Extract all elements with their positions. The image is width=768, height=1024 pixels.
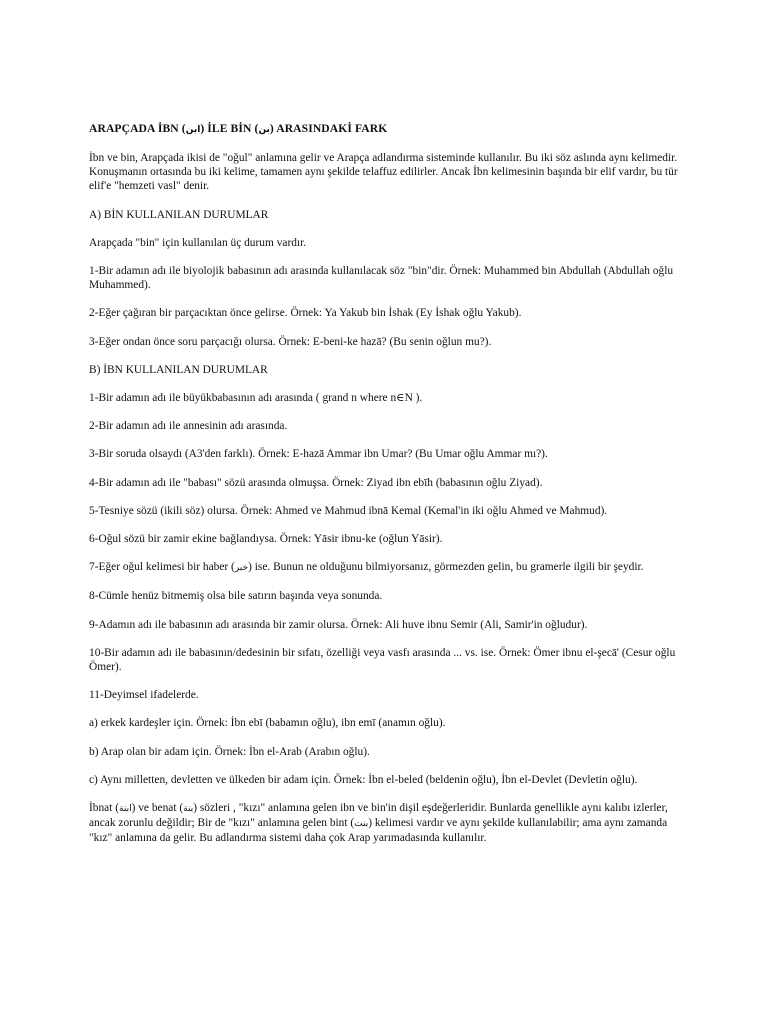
list-item: c) Aynı milletten, devletten ve ülkeden bir adam için. Örnek: İbn el-beled (beldenin oğlu), İbn el-Devlet (Devletin oğlu). — [89, 773, 638, 786]
closing-text: ) kelimesi vardır ve aynı şekilde kullanılabilir; ama aynı zamanda "kız" anlamına da gelir. Bu adlandırma sistemi daha çok Arap yarımadasında kullanılır. — [89, 817, 668, 845]
list-item: 1-Bir adamın adı ile biyolojik babasının adı arasında kullanılacak söz "bin"dir. Örnek: Muhammed bin Abdullah (Abdullah oğlu Muhammed). — [89, 265, 674, 292]
list-item: 9-Adamın adı ile babasının adı arasında bir zamir olursa. Örnek: Ali huve ibnu Semir (Ali, Samir'in oğludur). — [89, 618, 588, 631]
title-text: ) ARASINDAKİ FARK — [269, 122, 388, 135]
list-item: b) Arap olan bir adam için. Örnek: İbn el-Arab (Arabın oğlu). — [89, 745, 370, 758]
closing-text: ) ve benat ( — [131, 802, 184, 815]
list-item: 11-Deyimsel ifadelerde. — [89, 689, 199, 702]
list-item: 2-Bir adamın adı ile annesinin adı arasında. — [89, 420, 288, 433]
list-item: 3-Bir soruda olsaydı (A3'den farklı). Örnek: E-hazā Ammar ibn Umar? (Bu Umar oğlu Ammar mı?). — [89, 448, 548, 461]
list-item: 4-Bir adamın adı ile "babası" sözü arasında olmuşsa. Örnek: Ziyad ibn ebīh (babasının oğlu Ziyad). — [89, 476, 543, 489]
closing-paragraph — [89, 801, 681, 846]
page-title — [89, 122, 681, 137]
list-item — [89, 560, 681, 575]
list-item: 2-Eğer çağıran bir parçacıktan önce gelirse. Örnek: Ya Yakub bin İshak (Ey İshak oğlu Yakub). — [89, 307, 522, 320]
title-text: ) İLE BİN ( — [200, 122, 259, 135]
list-item: a) erkek kardeşler için. Örnek: İbn ebī (babamın oğlu), ibn emī (anamın oğlu). — [89, 717, 446, 730]
list-item: 3-Eğer ondan önce soru parçacığı olursa. Örnek: E-beni-ke hazā? (Bu senin oğlun mu?). — [89, 335, 492, 348]
list-item: 10-Bir adamın adı ile babasının/dedesinin bir sıfatı, özelliği veya vasfı arasında ... vs. ise. Örnek: Ömer ibnu el-şecā' (Cesur oğlu Ömer). — [89, 646, 676, 674]
arabic-benat: بنة — [183, 804, 194, 815]
list-item: 1-Bir adamın adı ile büyükbabasının adı arasında ( grand n where n∈N ). — [89, 392, 423, 405]
arabic-ibn: ابن — [185, 125, 201, 135]
list-item: 6-Oğul sözü bir zamir ekine bağlandıysa. Örnek: Yāsir ibnu-ke (oğlun Yāsir). — [89, 533, 443, 546]
item-text: ) ise. Bunun ne olduğunu bilmiyorsanız, görmezden gelin, bu gramerle ilgili bir şeydir. — [248, 561, 644, 574]
intro-paragraph: İbn ve bin, Arapçada ikisi de "oğul" anlamına gelir ve Arapça adlandırma sisteminde kullanılır. Bu iki söz aslında aynı kelimedir. Konuşmanın ortasında bu iki kelime, tamamen aynı şekilde telaffuz edilirler. Ancak İbn kelimesinin başında bir elif vardır, bu tür elif'e "hemzeti vasl" denir. — [89, 152, 678, 193]
document-body — [89, 122, 681, 860]
arabic-haber: خبر — [234, 563, 249, 574]
arabic-bin: بن — [258, 125, 270, 135]
section-b-heading: B) İBN KULLANILAN DURUMLAR — [89, 363, 268, 376]
list-item: 5-Tesniye sözü (ikili söz) olursa. Örnek: Ahmed ve Mahmud ibnā Kemal (Kemal'in iki oğlu Ahmed ve Mahmud). — [89, 504, 608, 517]
closing-text: ) sözleri , "kızı" anlamına gelen ibn ve bin'in dişil eşdeğerleridir. Bunlarda genellikle aynı kalıbı izlerler, ancak zorunlu değildir; Bir de "kızı" anlamına gelen bint ( — [89, 802, 668, 830]
closing-text: İbnat ( — [89, 802, 120, 815]
list-item: 8-Cümle henüz bitmemiş olsa bile satırın başında veya sonunda. — [89, 590, 383, 603]
arabic-ibnat: ابنة — [119, 804, 132, 815]
arabic-bint: بنت — [354, 819, 369, 830]
section-a-lead: Arapçada "bin" için kullanılan üç durum vardır. — [89, 236, 307, 249]
title-text: ARAPÇADA İBN ( — [89, 122, 186, 135]
item-text: 7-Eğer oğul kelimesi bir haber ( — [89, 561, 235, 574]
section-a-heading: A) BİN KULLANILAN DURUMLAR — [89, 208, 269, 221]
